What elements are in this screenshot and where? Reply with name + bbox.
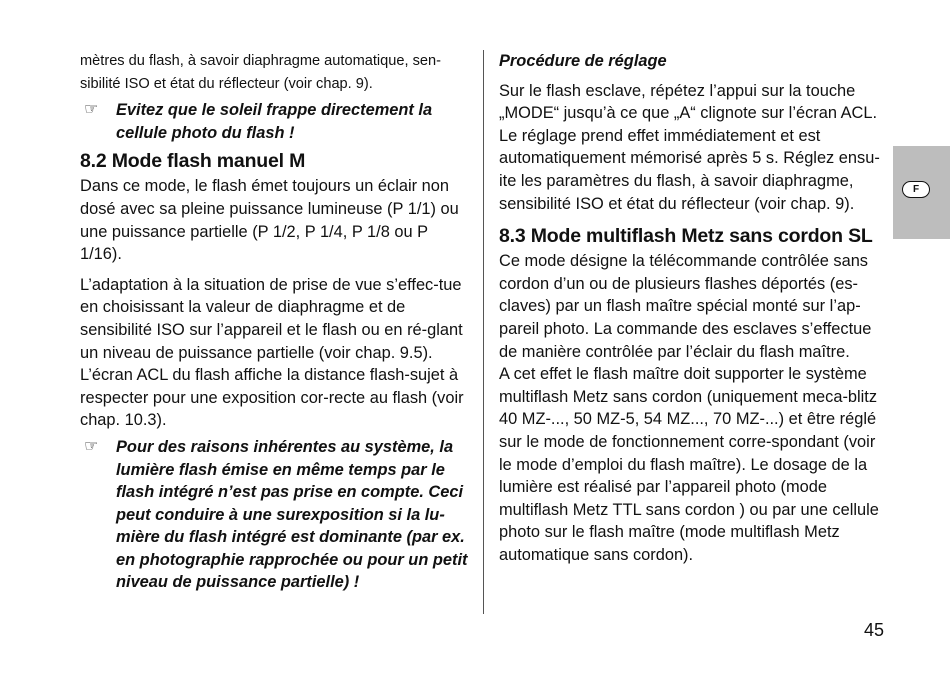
column-divider <box>483 50 484 614</box>
right-column <box>499 50 889 566</box>
section-heading-8-3: 8.3 Mode multiflash Metz sans cordon SL <box>499 225 873 248</box>
hand-pointing-icon: ☞ <box>84 437 99 455</box>
section-heading-8-2: 8.2 Mode flash manuel M <box>80 150 306 173</box>
note-sun <box>80 99 468 144</box>
note-integrated-flash-text: Pour des raisons inhérentes au système, la lumière flash émise en même temps par le flash intégré n’est pas prise en compte. Ceci peut conduire à une surexposition si la lu-mière du flash intégré est dominante (par ex. en photographie rapprochée ou pour un petit niveau de puissance partielle) ! <box>116 437 468 592</box>
paragraph-adaptation: L’adaptation à la situation de prise de vue s’effec-tue en choisissant la valeur de diaphragme et de sensibilité ISO sur l’appareil et le flash ou en ré-glant un niveau de puissance partielle (voir chap. 9.5). L’écran ACL du flash affiche la distance flash-sujet à respecter pour une exposition cor-recte au flash (voir chap. 10.3). <box>80 275 464 430</box>
note-integrated-flash <box>80 436 468 594</box>
paragraph-manual-mode: Dans ce mode, le flash émet toujours un éclair non dosé avec sa pleine puissance lumineuse (P 1/1) ou une puissance partielle (P 1/2, P 1/4, P 1/8 ou P 1/16). <box>80 177 459 264</box>
note-sun-text: Evitez que le soleil frappe directement la cellule photo du flash ! <box>116 101 433 142</box>
paragraph-master-flash: A cet effet le flash maître doit supporter le système multiflash Metz sans cordon (uniquement meca-blitz 40 MZ-..., 50 MZ-5, 54 MZ..., 70 MZ-...) et être réglé sur le mode de fonctionnement corre-spondant (voir le mode d’emploi du flash maître). Le dosage de la lumière est réalisé par l’appareil photo (mode multiflash Metz TTL sans cordon ) ou par une cellule photo sur le flash maître (mode multiflash Metz automatique sans cordon). <box>499 365 879 564</box>
page-number: 45 <box>864 620 885 640</box>
left-column <box>80 50 468 594</box>
paragraph-procedure: Sur le flash esclave, répétez l’appui sur la touche „MODE“ jusqu’à ce que „A“ clignote sur l’écran ACL. Le réglage prend effet immédiatement et est automatiquement mémorisé après 5 s. Réglez ensu-ite les paramètres du flash, à savoir diaphragme, sensibilité ISO et état du réflecteur (voir chap. 9). <box>499 81 880 213</box>
language-badge: F <box>902 181 930 198</box>
paragraph-wireless-definition: Ce mode désigne la télécommande contrôlée sans cordon d’un ou de plusieurs flashes déportés (es-claves) par un flash maître spécial monté sur l’ap-pareil photo. La commande des esclaves s’effectue de manière contrôlée par l’éclair du flash maître. <box>499 252 872 361</box>
subheading-procedure: Procédure de réglage <box>499 52 667 70</box>
intro-text: mètres du flash, à savoir diaphragme automatique, sen-sibilité ISO et état du réflecteur (voir chap. 9). <box>80 53 441 92</box>
hand-pointing-icon: ☞ <box>84 101 99 119</box>
